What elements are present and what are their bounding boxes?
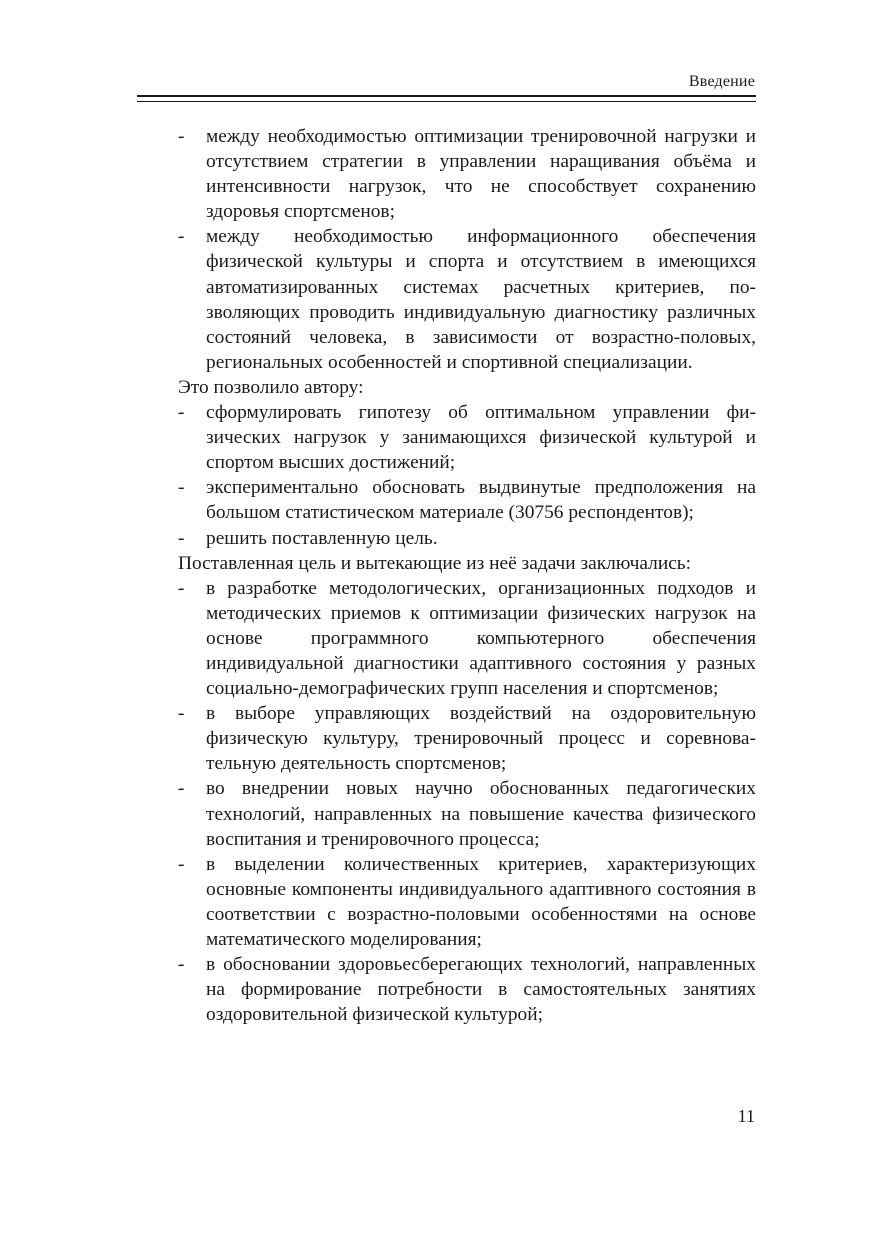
list-dash: - [178, 126, 185, 147]
list-dash: - [178, 577, 185, 599]
paragraph-goal-intro: Поставленная цель и вытекающие из неё задачи заключались: [178, 552, 692, 574]
running-head-title: Введение [688, 73, 755, 90]
list-item [178, 475, 756, 525]
list-dash: - [178, 226, 185, 248]
list-item-text: между необходимостью информационного обеспечения физической культуры и спорта и отсутствием в имеющихся автоматизированных системах расчетных критериев, позволяющих проводить индивидуальную диагностику различных состояний человека, в зависимости от возрастно-половых, региональных особенностей и спортивной специализации. [206, 226, 756, 373]
list-dash: - [178, 402, 185, 424]
list-item [178, 526, 756, 551]
list-dash: - [178, 527, 185, 549]
list-item [178, 852, 756, 952]
list-item-text: сформулировать гипотезу об оптимальном управлении физических нагрузок у занимающихся физической культурой и спортом высших достижений; [206, 402, 756, 474]
list-item-text: в обосновании здоровьесберегающих технологий, направленных на формирование потребности в самостоятельных занятиях оздоровительной физической культурой; [206, 954, 756, 1026]
list-dash: - [178, 954, 185, 976]
list-item [178, 701, 756, 776]
list-item [178, 400, 756, 475]
list-item [178, 124, 756, 224]
page-number: 11 [737, 1106, 755, 1126]
list-dash: - [178, 778, 185, 800]
list-dash: - [178, 477, 185, 499]
list-dash: - [178, 853, 185, 875]
body-text [178, 124, 756, 1027]
list-item [178, 224, 756, 375]
list-item [178, 952, 756, 1027]
list-item-text: экспериментально обосновать выдвинутые предположения на большом статистическом материале (30756 респондентов); [206, 477, 756, 524]
header-rule-thin [137, 101, 756, 102]
list-item-text: во внедрении новых научно обоснованных педагогических технологий, направленных на повышение качества физического воспитания и тренировочного процесса; [206, 778, 756, 850]
list-item-text: решить поставленную цель. [206, 527, 438, 549]
list-item-text: в разработке методологических, организационных подходов и методических приемов к оптимизации физических нагрузок на основе программного компьютерного обеспечения индивидуальной диагностики адаптивного состояния у разных социально-демографических групп населения и спортсменов; [206, 577, 756, 700]
list-item-text: в выборе управляющих воздействий на оздоровительную физическую культуру, тренировочный процесс и соревновательную деятельность спортсменов; [206, 703, 756, 775]
list-item-text: в выделении количественных критериев, характеризующих основные компоненты индивидуального адаптивного состояния в соответствии с возрастно-половыми особенностями на основе математического моделирования; [206, 853, 756, 950]
list-dash: - [178, 703, 185, 725]
header-rule-thick [137, 95, 756, 97]
list-item-text: между необходимостью оптимизации тренировочной нагрузки и отсутствием стратегии в управлении наращивания объёма и интенсивности нагрузок, что не способствует сохранению здоровья спортсменов; [206, 126, 756, 223]
list-item [178, 576, 756, 701]
paragraph-author-intro: Это позволило автору: [178, 376, 364, 398]
list-item [178, 776, 756, 851]
